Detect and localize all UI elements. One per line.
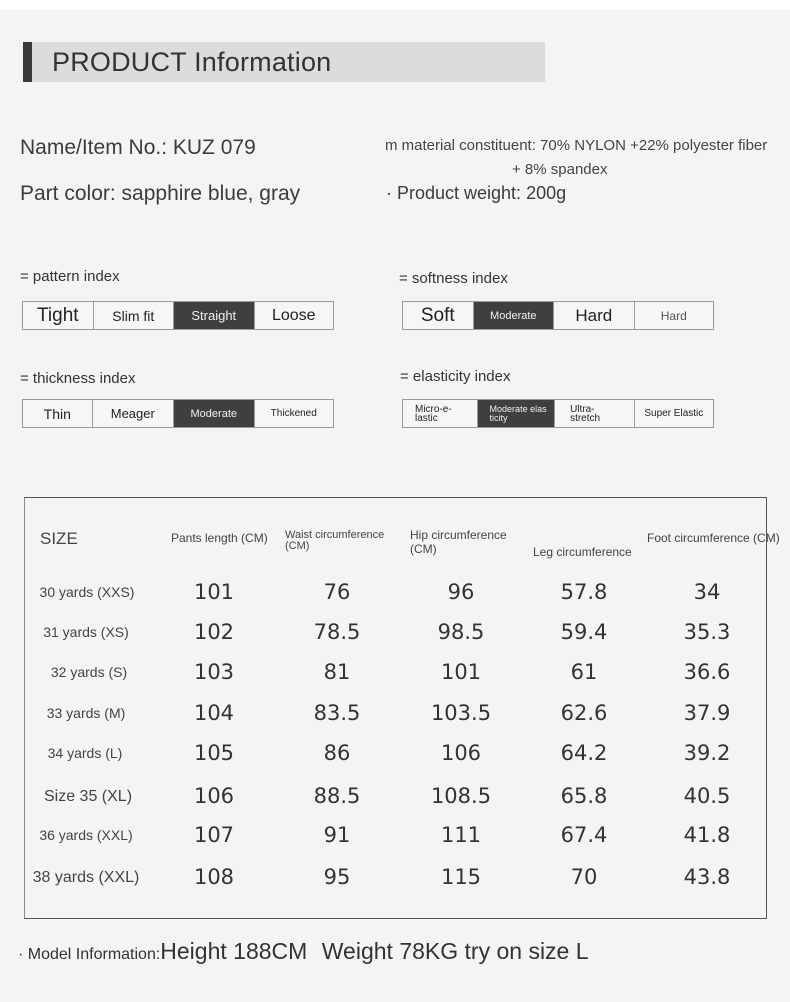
- size-cell: 76: [323, 580, 351, 604]
- size-cell: 115: [440, 865, 482, 889]
- softness-option-soft: Soft: [403, 302, 474, 329]
- size-cell: 83.5: [313, 701, 361, 725]
- size-cell: 102: [193, 620, 235, 644]
- softness-option-moderate: Moderate: [474, 302, 554, 329]
- size-cell: 67.4: [560, 823, 608, 847]
- elasticity-option-super-elastic: Super Elastic: [644, 408, 704, 419]
- size-cell: 81: [323, 660, 351, 684]
- size-cell: 37.9: [683, 701, 731, 725]
- size-cell: 64.2: [560, 741, 608, 765]
- size-cell: 70: [570, 865, 598, 889]
- size-row-label: 38 yards (XXL): [32, 869, 140, 886]
- elasticity-index-label: = elasticity index: [400, 368, 511, 385]
- size-cell: 103: [193, 660, 235, 684]
- size-row-label: Size 35 (XL): [43, 788, 133, 805]
- elasticity-index-scale: [402, 399, 714, 428]
- thickness-option-thickened: Thickened: [270, 408, 317, 419]
- header-leg: Leg circumference: [533, 545, 632, 559]
- size-cell: 91: [323, 823, 351, 847]
- pattern-option-straight: Straight: [174, 302, 254, 329]
- size-cell: 108: [193, 865, 235, 889]
- size-row-label: 34 yards (L): [47, 745, 123, 761]
- size-cell: 86: [323, 741, 351, 765]
- size-cell: 108.5: [430, 784, 492, 808]
- header-hip: Hip circumference (CM): [410, 528, 507, 556]
- size-cell: 61: [570, 660, 598, 684]
- softness-index-scale: [402, 301, 714, 330]
- size-cell: 98.5: [437, 620, 485, 644]
- top-strip: [0, 0, 790, 10]
- size-cell: 41.8: [683, 823, 731, 847]
- size-cell: 106: [193, 784, 235, 808]
- elasticity-option-ultra-stretch: Ultra- stretch: [555, 400, 635, 427]
- size-cell: 106: [440, 741, 482, 765]
- model-height: Height 188CM: [160, 938, 308, 964]
- section-title-bar: [23, 42, 545, 82]
- size-cell: 39.2: [683, 741, 731, 765]
- size-cell: 35.3: [683, 620, 731, 644]
- page-title: PRODUCT Information: [52, 47, 332, 77]
- size-cell: 65.8: [560, 784, 608, 808]
- model-label: · Model Information:: [18, 946, 161, 963]
- elasticity-option-micro-elastic: Micro-e- lastic: [403, 400, 478, 427]
- material-line-2: + 8% spandex: [512, 161, 608, 178]
- size-cell: 57.8: [560, 580, 608, 604]
- product-weight: · Product weight: 200g: [386, 183, 567, 203]
- size-cell: 103.5: [430, 701, 492, 725]
- softness-option-hard-2: Hard: [660, 308, 687, 323]
- size-row-label: 33 yards (M): [46, 705, 126, 721]
- thickness-index-label: = thickness index: [20, 370, 136, 387]
- size-cell: 101: [193, 580, 235, 604]
- thickness-option-moderate: Moderate: [174, 400, 254, 427]
- size-cell: 43.8: [683, 865, 731, 889]
- size-cell: 62.6: [560, 701, 608, 725]
- size-cell: 101: [440, 660, 482, 684]
- size-table: [24, 497, 767, 919]
- size-cell: 104: [193, 701, 235, 725]
- size-row-label: 32 yards (S): [50, 664, 128, 680]
- size-cell: 95: [323, 865, 351, 889]
- size-cell: 36.6: [683, 660, 731, 684]
- size-cell: 111: [440, 823, 482, 847]
- softness-option-hard: Hard: [554, 302, 634, 329]
- pattern-option-loose: Loose: [271, 306, 316, 324]
- header-size: SIZE: [40, 529, 78, 548]
- size-cell: 96: [447, 580, 475, 604]
- softness-index-label: = softness index: [399, 270, 508, 287]
- thickness-option-meager: Meager: [93, 400, 174, 427]
- header-foot: Foot circumference (CM): [647, 531, 780, 545]
- header-pants-length: Pants length (CM): [171, 531, 268, 545]
- pattern-index-scale: [22, 301, 334, 330]
- size-cell: 40.5: [683, 784, 731, 808]
- item-number: Name/Item No.: KUZ 079: [20, 136, 256, 159]
- model-weight: Weight 78KG try on size L: [321, 938, 589, 964]
- size-row-label: 30 yards (XXS): [39, 584, 135, 600]
- pattern-index-label: = pattern index: [20, 268, 120, 285]
- thickness-option-thin: Thin: [23, 400, 93, 427]
- size-row-label: 36 yards (XXL): [39, 827, 133, 843]
- size-cell: 59.4: [560, 620, 608, 644]
- size-cell: 34: [693, 580, 721, 604]
- size-row-label: 31 yards (XS): [43, 624, 129, 640]
- size-cell: 88.5: [313, 784, 361, 808]
- size-cell: 105: [193, 741, 235, 765]
- thickness-index-scale: [22, 399, 334, 428]
- elasticity-option-moderate: Moderate elas ticity: [478, 400, 556, 427]
- size-cell: 107: [193, 823, 235, 847]
- pattern-option-tight: Tight: [23, 302, 94, 329]
- part-color: Part color: sapphire blue, gray: [20, 182, 301, 205]
- material-line-1: m material constituent: 70% NYLON +22% polyester fiber: [385, 137, 768, 154]
- pattern-option-slim-fit: Slim fit: [94, 302, 174, 329]
- size-cell: 78.5: [313, 620, 361, 644]
- model-information: [18, 938, 589, 965]
- header-waist: Waist circumference (CM): [285, 529, 385, 552]
